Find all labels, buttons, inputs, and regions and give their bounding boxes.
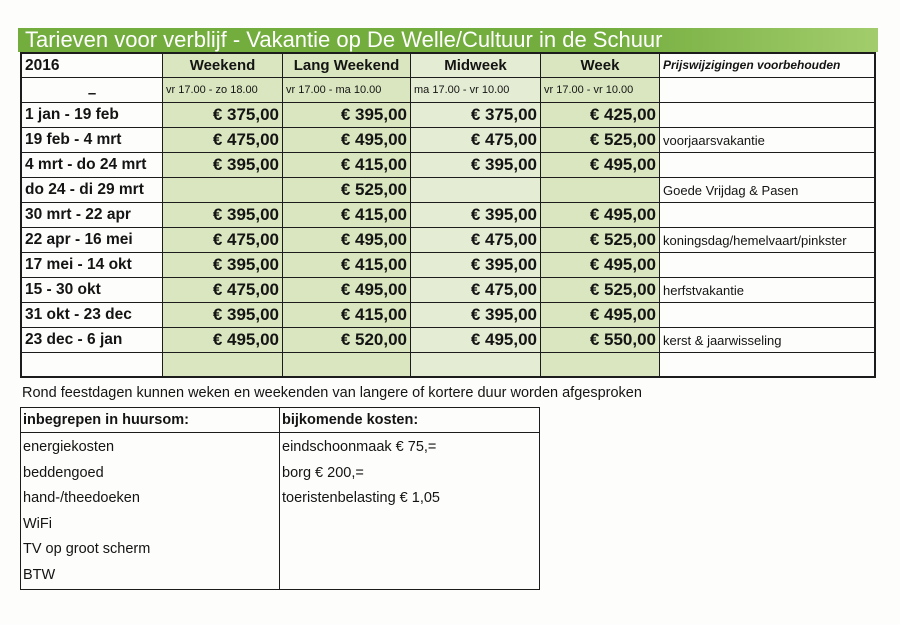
- extra-costs-title: bijkomende kosten:: [280, 408, 539, 433]
- price-lang-weekend: € 525,00: [283, 178, 411, 203]
- price-midweek: € 395,00: [411, 153, 541, 178]
- included-item: TV op groot scherm: [23, 541, 151, 557]
- extra-costs-list: [280, 433, 539, 512]
- price-week: € 495,00: [541, 303, 660, 328]
- page-title: Tarieven voor verblijf - Vakantie op De Welle/Cultuur in de Schuur: [18, 28, 878, 52]
- price-lang-weekend: € 415,00: [283, 153, 411, 178]
- empty-cell: [660, 353, 876, 378]
- period-placeholder: –: [20, 78, 163, 103]
- period-cell: 31 okt - 23 dec: [20, 303, 163, 328]
- period-cell: 23 dec - 6 jan: [20, 328, 163, 353]
- price-weekend: € 375,00: [163, 103, 283, 128]
- empty-cell: [163, 353, 283, 378]
- period-lang-weekend: vr 17.00 - ma 10.00: [283, 78, 411, 103]
- period-weekend: vr 17.00 - zo 18.00: [163, 78, 283, 103]
- column-header-lang-weekend: Lang Weekend: [283, 52, 411, 78]
- note-cell: kerst & jaarwisseling: [660, 328, 876, 353]
- price-lang-weekend: € 495,00: [283, 228, 411, 253]
- price-weekend: € 395,00: [163, 303, 283, 328]
- note-cell: [660, 253, 876, 278]
- column-header-weekend: Weekend: [163, 52, 283, 78]
- note-cell: [660, 203, 876, 228]
- price-week: € 525,00: [541, 278, 660, 303]
- price-weekend: € 495,00: [163, 328, 283, 353]
- price-weekend: € 395,00: [163, 203, 283, 228]
- period-cell: 30 mrt - 22 apr: [20, 203, 163, 228]
- price-lang-weekend: € 415,00: [283, 203, 411, 228]
- price-lang-weekend: € 395,00: [283, 103, 411, 128]
- included-costs-title: inbegrepen in huursom:: [21, 408, 279, 433]
- note-cell: [660, 303, 876, 328]
- period-cell: 4 mrt - do 24 mrt: [20, 153, 163, 178]
- holiday-footnote: Rond feestdagen kunnen weken en weekenden van langere of kortere duur worden afgesproken: [22, 385, 642, 401]
- period-cell: 19 feb - 4 mrt: [20, 128, 163, 153]
- note-cell: voorjaarsvakantie: [660, 128, 876, 153]
- note-cell: [660, 103, 876, 128]
- period-week: vr 17.00 - vr 10.00: [541, 78, 660, 103]
- included-item: energiekosten: [23, 439, 115, 455]
- empty-cell: [283, 353, 411, 378]
- included-item: BTW: [23, 566, 56, 583]
- price-lang-weekend: € 520,00: [283, 328, 411, 353]
- price-midweek: € 495,00: [411, 328, 541, 353]
- price-midweek: € 475,00: [411, 228, 541, 253]
- empty-cell: [411, 353, 541, 378]
- included-item: hand-/theedoeken: [23, 490, 140, 506]
- note-cell: herfstvakantie: [660, 278, 876, 303]
- extra-costs: [280, 408, 539, 589]
- price-week: € 495,00: [541, 203, 660, 228]
- costs-box: [20, 407, 540, 590]
- price-week: [541, 178, 660, 203]
- year-label: 2016: [20, 52, 163, 78]
- price-weekend: € 475,00: [163, 228, 283, 253]
- note-cell: [660, 153, 876, 178]
- note-cell: koningsdag/hemelvaart/pinkster: [660, 228, 876, 253]
- price-week: € 525,00: [541, 228, 660, 253]
- price-week: € 495,00: [541, 253, 660, 278]
- included-costs-list: [21, 433, 279, 588]
- price-lang-weekend: € 495,00: [283, 128, 411, 153]
- extra-item: borg € 200,=: [282, 464, 364, 481]
- price-weekend: € 395,00: [163, 253, 283, 278]
- price-midweek: € 475,00: [411, 278, 541, 303]
- notes-blank-cell: [660, 78, 876, 103]
- price-week: € 425,00: [541, 103, 660, 128]
- price-weekend: € 475,00: [163, 128, 283, 153]
- price-week: € 525,00: [541, 128, 660, 153]
- included-item: beddengoed: [23, 464, 104, 481]
- extra-item: eindschoonmaak € 75,=: [282, 439, 437, 455]
- period-cell: 22 apr - 16 mei: [20, 228, 163, 253]
- note-cell: Goede Vrijdag & Pasen: [660, 178, 876, 203]
- price-midweek: [411, 178, 541, 203]
- column-header-midweek: Midweek: [411, 52, 541, 78]
- price-weekend: [163, 178, 283, 203]
- price-lang-weekend: € 415,00: [283, 303, 411, 328]
- period-cell: 1 jan - 19 feb: [20, 103, 163, 128]
- price-lang-weekend: € 415,00: [283, 253, 411, 278]
- empty-cell: [541, 353, 660, 378]
- price-midweek: € 395,00: [411, 253, 541, 278]
- price-weekend: € 395,00: [163, 153, 283, 178]
- empty-cell: [20, 353, 163, 378]
- notes-header: Prijswijzigingen voorbehouden: [660, 52, 876, 78]
- period-midweek: ma 17.00 - vr 10.00: [411, 78, 541, 103]
- price-midweek: € 475,00: [411, 128, 541, 153]
- included-costs: [21, 408, 280, 589]
- price-midweek: € 395,00: [411, 203, 541, 228]
- period-cell: do 24 - di 29 mrt: [20, 178, 163, 203]
- extra-item: toeristenbelasting € 1,05: [282, 490, 440, 506]
- price-midweek: € 375,00: [411, 103, 541, 128]
- price-weekend: € 475,00: [163, 278, 283, 303]
- price-week: € 550,00: [541, 328, 660, 353]
- period-cell: 17 mei - 14 okt: [20, 253, 163, 278]
- rates-table: [20, 52, 876, 378]
- price-lang-weekend: € 495,00: [283, 278, 411, 303]
- price-midweek: € 395,00: [411, 303, 541, 328]
- price-week: € 495,00: [541, 153, 660, 178]
- column-header-week: Week: [541, 52, 660, 78]
- period-cell: 15 - 30 okt: [20, 278, 163, 303]
- included-item: WiFi: [23, 515, 52, 532]
